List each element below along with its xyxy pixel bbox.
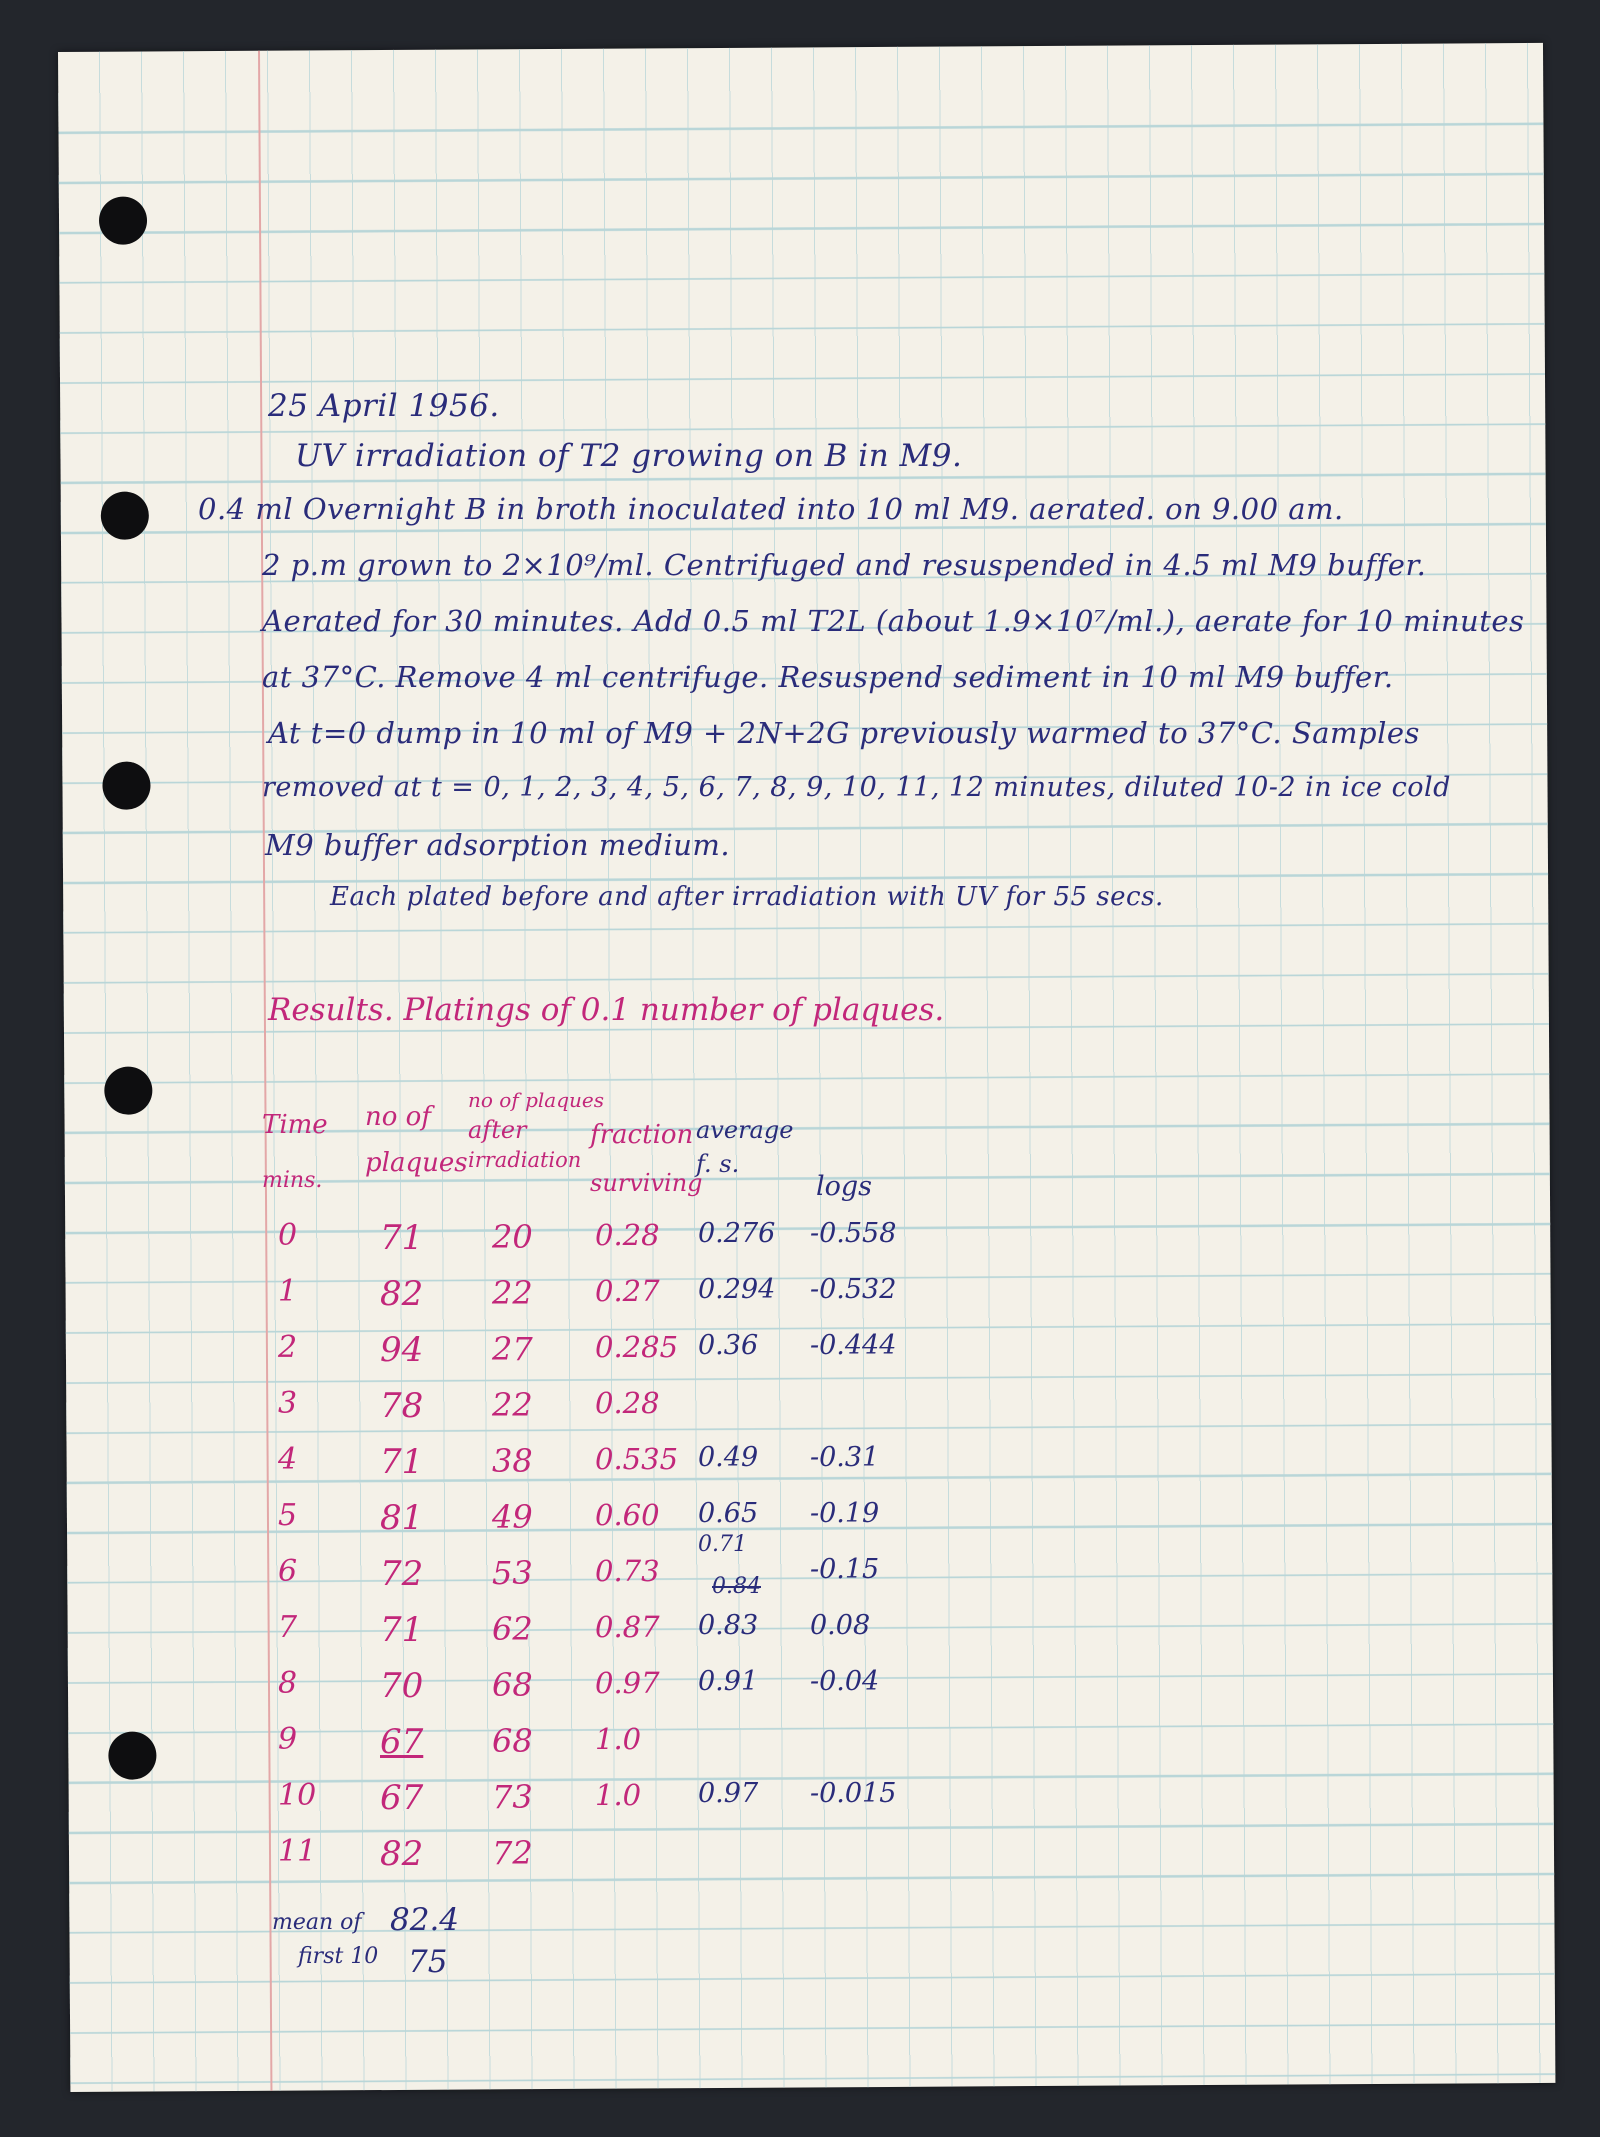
cell-average: 0.71	[698, 1532, 747, 1557]
cell-log: -0.19	[810, 1498, 880, 1529]
note-line: 0.4 ml Overnight B in broth inoculated into 10 ml M9. aerated. on 9.00 am.	[198, 492, 1344, 526]
cell-plaques: 82	[380, 1274, 424, 1314]
struck-average: 0.84	[712, 1574, 761, 1599]
cell-log: -0.558	[810, 1218, 897, 1249]
cell-fraction: 1.0	[595, 1722, 642, 1756]
cell-after: 53	[492, 1554, 533, 1592]
cell-average: 0.36	[698, 1330, 759, 1361]
cell-plaques: 72	[380, 1554, 424, 1594]
cell-t: 2	[278, 1330, 298, 1365]
cell-plaques: 81	[380, 1498, 424, 1538]
note-line: 2 p.m grown to 2×10⁹/ml. Centrifuged and resuspended in 4.5 ml M9 buffer.	[262, 548, 1427, 582]
cell-t: 4	[278, 1442, 298, 1477]
cell-fraction: 0.87	[595, 1610, 660, 1644]
page-title: UV irradiation of T2 growing on B in M9.	[295, 438, 963, 474]
cell-after: 22	[492, 1274, 533, 1312]
mean-plaques: 82.4	[390, 1902, 460, 1938]
cell-fraction: 0.97	[595, 1666, 660, 1700]
cell-log: -0.31	[810, 1442, 880, 1473]
cell-plaques: 78	[380, 1386, 424, 1426]
cell-fraction: 0.27	[595, 1274, 660, 1308]
date-heading: 25 April 1956.	[268, 388, 500, 424]
cell-t: 11	[278, 1834, 317, 1869]
cell-t: 8	[278, 1666, 298, 1701]
cell-plaques: 82	[380, 1834, 424, 1874]
header-time: Time mins.	[262, 1110, 328, 1193]
cell-average: 0.49	[698, 1442, 759, 1473]
cell-fraction: 0.73	[595, 1554, 660, 1588]
cell-fraction: 0.285	[595, 1330, 679, 1364]
cell-after: 49	[492, 1498, 533, 1536]
punch-hole	[99, 196, 147, 244]
mean-after: 75	[408, 1944, 448, 1980]
cell-log: -0.532	[810, 1274, 897, 1305]
cell-after: 72	[492, 1834, 533, 1872]
cell-after: 68	[492, 1722, 533, 1760]
cell-average: 0.91	[698, 1666, 759, 1697]
cell-plaques: 67	[380, 1778, 424, 1818]
header-plaques: no of plaques	[365, 1102, 468, 1178]
cell-plaques: 67	[380, 1722, 424, 1762]
cell-after: 38	[492, 1442, 533, 1480]
note-line: Aerated for 30 minutes. Add 0.5 ml T2L (about 1.9×10⁷/ml.), aerate for 10 minutes	[262, 604, 1525, 638]
cell-t: 6	[278, 1554, 298, 1589]
cell-log: -0.015	[810, 1778, 897, 1809]
punch-hole	[102, 761, 150, 809]
cell-t: 3	[278, 1386, 298, 1421]
cell-t: 7	[278, 1610, 298, 1645]
cell-log: -0.444	[810, 1330, 897, 1361]
mean-label: mean of	[272, 1910, 362, 1935]
cell-after: 62	[492, 1610, 533, 1648]
cell-log: -0.15	[810, 1554, 880, 1585]
cell-fraction: 0.28	[595, 1386, 660, 1420]
cell-fraction: 0.28	[595, 1218, 660, 1252]
cell-log: 0.08	[810, 1610, 871, 1641]
punch-hole	[104, 1066, 152, 1114]
note-line: at 37°C. Remove 4 ml centrifuge. Resuspend sediment in 10 ml M9 buffer.	[262, 660, 1394, 694]
cell-log: -0.04	[810, 1666, 880, 1697]
cell-fraction: 1.0	[595, 1778, 642, 1812]
cell-after: 73	[492, 1778, 533, 1816]
cell-fraction: 0.535	[595, 1442, 679, 1476]
cell-average: 0.294	[698, 1274, 776, 1305]
results-heading: Results. Platings of 0.1 number of plaques.	[268, 992, 945, 1028]
cell-plaques: 71	[380, 1442, 424, 1482]
punch-hole	[101, 491, 149, 539]
cell-average: 0.97	[698, 1778, 759, 1809]
header-logs: logs	[816, 1171, 873, 1202]
cell-plaques: 70	[380, 1666, 424, 1706]
cell-after: 68	[492, 1666, 533, 1704]
margin-rule	[258, 51, 272, 2091]
cell-plaques: 94	[380, 1330, 424, 1370]
cell-t: 5	[278, 1498, 298, 1533]
note-line: M9 buffer adsorption medium.	[265, 828, 731, 862]
cell-after: 27	[492, 1330, 533, 1368]
cell-t: 1	[278, 1274, 298, 1309]
note-line: Each plated before and after irradiation with UV for 55 secs.	[330, 882, 1164, 912]
cell-average: 0.83	[698, 1610, 759, 1641]
cell-after: 20	[492, 1218, 533, 1256]
cell-t: 10	[278, 1778, 317, 1813]
cell-after: 22	[492, 1386, 533, 1424]
mean-label-2: first 10	[298, 1944, 379, 1969]
cell-average: 0.276	[698, 1218, 776, 1249]
cell-plaques: 71	[380, 1218, 424, 1258]
cell-fraction: 0.60	[595, 1498, 660, 1532]
cell-t: 9	[278, 1722, 298, 1757]
note-line: removed at t = 0, 1, 2, 3, 4, 5, 6, 7, 8, 9, 10, 11, 12 minutes, diluted 10-2 in ice cold	[262, 772, 1451, 803]
note-line: At t=0 dump in 10 ml of M9 + 2N+2G previously warmed to 37°C. Samples	[268, 716, 1420, 750]
header-average: average f. s.	[696, 1116, 794, 1178]
punch-hole	[108, 1731, 156, 1779]
header-fraction: fraction surviving	[590, 1120, 703, 1197]
cell-plaques: 71	[380, 1610, 424, 1650]
cell-average: 0.65	[698, 1498, 759, 1529]
header-after-irradiation: no of plaques after irradiation	[468, 1088, 604, 1172]
cell-t: 0	[278, 1218, 298, 1253]
